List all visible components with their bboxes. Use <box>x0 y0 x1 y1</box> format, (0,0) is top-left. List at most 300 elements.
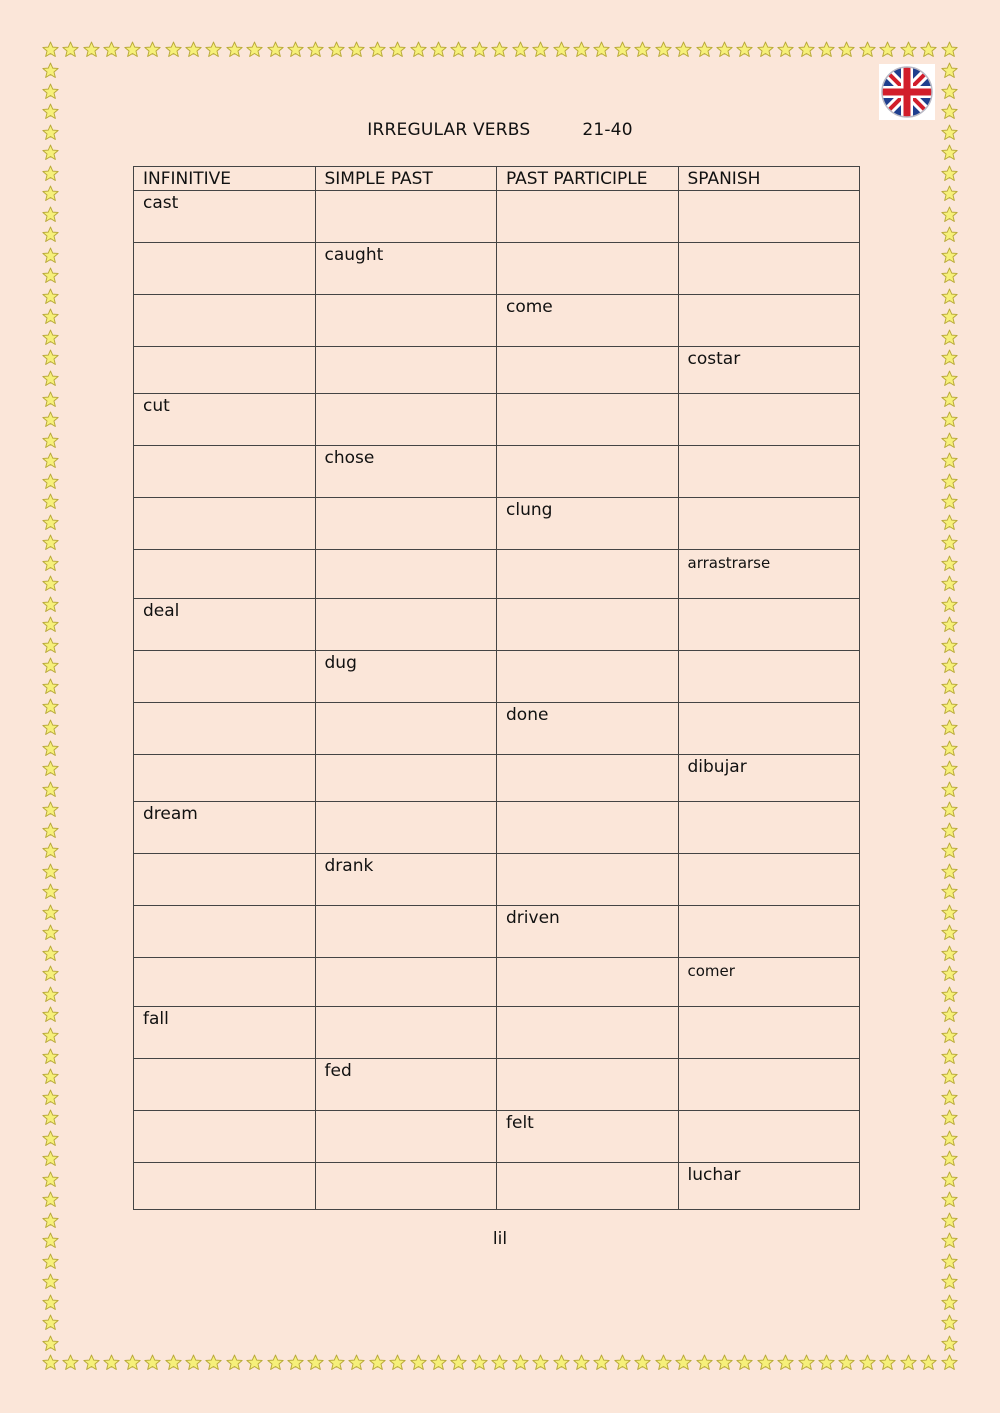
star-icon <box>879 41 896 58</box>
cell-past-participle[interactable] <box>497 599 679 651</box>
star-icon <box>42 1130 59 1147</box>
star-icon <box>941 678 958 695</box>
irregular-verbs-table <box>133 166 860 1210</box>
star-icon <box>328 1354 345 1371</box>
star-icon <box>450 1354 467 1371</box>
star-icon <box>42 678 59 695</box>
cell-past-participle[interactable] <box>497 550 679 599</box>
star-icon <box>757 41 774 58</box>
cell-spanish[interactable] <box>678 854 860 906</box>
cell-infinitive[interactable] <box>134 1059 316 1111</box>
star-icon <box>941 144 958 161</box>
star-icon <box>941 924 958 941</box>
cell-infinitive: dream <box>134 802 316 854</box>
table-row <box>134 243 860 295</box>
star-icon <box>42 432 59 449</box>
star-icon <box>42 616 59 633</box>
star-icon <box>941 329 958 346</box>
star-icon <box>941 904 958 921</box>
cell-spanish[interactable] <box>678 1007 860 1059</box>
star-icon <box>941 965 958 982</box>
cell-simple-past[interactable] <box>315 347 497 394</box>
star-icon <box>42 349 59 366</box>
star-icon <box>389 1354 406 1371</box>
table-row <box>134 1163 860 1210</box>
cell-past-participle[interactable] <box>497 1007 679 1059</box>
star-icon <box>798 41 815 58</box>
cell-simple-past: chose <box>315 446 497 498</box>
star-icon <box>941 83 958 100</box>
cell-infinitive[interactable] <box>134 906 316 958</box>
cell-infinitive[interactable] <box>134 854 316 906</box>
star-icon <box>42 740 59 757</box>
cell-spanish[interactable] <box>678 295 860 347</box>
star-icon <box>573 41 590 58</box>
star-icon <box>42 1335 59 1352</box>
star-icon <box>348 41 365 58</box>
table-row <box>134 550 860 599</box>
star-icon <box>777 1354 794 1371</box>
star-icon <box>941 1191 958 1208</box>
cell-infinitive[interactable] <box>134 446 316 498</box>
cell-simple-past: drank <box>315 854 497 906</box>
star-icon <box>205 1354 222 1371</box>
cell-simple-past[interactable] <box>315 550 497 599</box>
star-icon <box>941 165 958 182</box>
star-icon <box>267 41 284 58</box>
star-icon <box>144 41 161 58</box>
cell-spanish[interactable] <box>678 651 860 703</box>
star-icon <box>941 842 958 859</box>
star-icon <box>42 781 59 798</box>
star-icon <box>941 1150 958 1167</box>
cell-spanish[interactable] <box>678 599 860 651</box>
star-icon <box>696 41 713 58</box>
cell-simple-past[interactable] <box>315 703 497 755</box>
star-icon <box>941 432 958 449</box>
star-icon <box>42 965 59 982</box>
star-icon <box>42 945 59 962</box>
star-icon <box>62 41 79 58</box>
table-row <box>134 498 860 550</box>
star-icon <box>553 1354 570 1371</box>
cell-past-participle[interactable] <box>497 394 679 446</box>
table-row <box>134 703 860 755</box>
star-icon <box>900 1354 917 1371</box>
cell-past-participle: done <box>497 703 679 755</box>
cell-past-participle: driven <box>497 906 679 958</box>
cell-simple-past: dug <box>315 651 497 703</box>
star-icon <box>614 1354 631 1371</box>
star-icon <box>941 1253 958 1270</box>
star-icon <box>941 616 958 633</box>
table-row <box>134 1059 860 1111</box>
cell-infinitive[interactable] <box>134 958 316 1007</box>
star-icon <box>83 1354 100 1371</box>
star-icon <box>410 1354 427 1371</box>
star-icon <box>42 1253 59 1270</box>
star-icon <box>818 41 835 58</box>
star-icon <box>42 924 59 941</box>
star-icon <box>42 144 59 161</box>
cell-infinitive[interactable] <box>134 347 316 394</box>
star-icon <box>246 41 263 58</box>
star-icon <box>941 247 958 264</box>
star-icon <box>165 1354 182 1371</box>
star-icon <box>42 1314 59 1331</box>
star-icon <box>42 514 59 531</box>
star-icon <box>941 1130 958 1147</box>
star-icon <box>42 247 59 264</box>
star-icon <box>42 657 59 674</box>
star-icon <box>42 226 59 243</box>
star-icon <box>42 1068 59 1085</box>
star-icon <box>941 185 958 202</box>
table-body <box>134 191 860 1210</box>
star-icon <box>205 41 222 58</box>
star-icon <box>941 760 958 777</box>
star-icon <box>42 370 59 387</box>
star-icon <box>859 41 876 58</box>
star-icon <box>593 41 610 58</box>
cell-spanish: comer <box>678 958 860 1007</box>
cell-spanish[interactable] <box>678 1111 860 1163</box>
star-icon <box>42 165 59 182</box>
star-icon <box>42 719 59 736</box>
star-icon <box>42 575 59 592</box>
star-icon <box>941 534 958 551</box>
star-icon <box>941 41 958 58</box>
cell-past-participle: come <box>497 295 679 347</box>
table-row <box>134 599 860 651</box>
cell-spanish[interactable] <box>678 191 860 243</box>
star-icon <box>941 1294 958 1311</box>
table-row <box>134 446 860 498</box>
cell-simple-past[interactable] <box>315 802 497 854</box>
star-icon <box>103 1354 120 1371</box>
star-icon <box>42 1006 59 1023</box>
star-icon <box>757 1354 774 1371</box>
star-icon <box>941 62 958 79</box>
star-icon <box>42 822 59 839</box>
star-icon <box>941 206 958 223</box>
cell-infinitive[interactable] <box>134 755 316 802</box>
cell-spanish[interactable] <box>678 703 860 755</box>
cell-infinitive: cast <box>134 191 316 243</box>
star-icon <box>42 1354 59 1371</box>
star-icon <box>42 842 59 859</box>
cell-spanish: costar <box>678 347 860 394</box>
star-icon <box>307 1354 324 1371</box>
cell-past-participle[interactable] <box>497 755 679 802</box>
cell-spanish: arrastrarse <box>678 550 860 599</box>
star-icon <box>226 1354 243 1371</box>
star-icon <box>879 1354 896 1371</box>
star-icon <box>941 986 958 1003</box>
cell-infinitive[interactable] <box>134 243 316 295</box>
star-icon <box>124 41 141 58</box>
star-icon <box>42 41 59 58</box>
star-icon <box>941 822 958 839</box>
star-icon <box>42 473 59 490</box>
cell-past-participle[interactable] <box>497 802 679 854</box>
star-icon <box>42 637 59 654</box>
star-icon <box>941 391 958 408</box>
table-row <box>134 755 860 802</box>
page-title <box>0 120 1000 144</box>
cell-spanish[interactable] <box>678 906 860 958</box>
footer-note: lil <box>492 1229 508 1249</box>
star-icon <box>941 349 958 366</box>
uk-flag-icon <box>879 64 935 120</box>
star-icon <box>655 41 672 58</box>
star-icon <box>941 370 958 387</box>
star-icon <box>941 103 958 120</box>
cell-simple-past[interactable] <box>315 906 497 958</box>
star-icon <box>941 1006 958 1023</box>
star-icon <box>941 1314 958 1331</box>
star-icon <box>42 1089 59 1106</box>
table-row <box>134 191 860 243</box>
star-icon <box>287 1354 304 1371</box>
star-icon <box>389 41 406 58</box>
star-icon <box>410 41 427 58</box>
star-border-bottom <box>42 1352 958 1372</box>
star-icon <box>42 185 59 202</box>
table-row <box>134 651 860 703</box>
star-icon <box>941 308 958 325</box>
star-icon <box>450 41 467 58</box>
star-icon <box>941 1171 958 1188</box>
star-icon <box>736 1354 753 1371</box>
header-simple-past: SIMPLE PAST <box>315 167 497 191</box>
star-icon <box>941 514 958 531</box>
star-icon <box>614 41 631 58</box>
star-icon <box>42 1027 59 1044</box>
star-icon <box>655 1354 672 1371</box>
table-row <box>134 1007 860 1059</box>
star-icon <box>42 391 59 408</box>
table-row <box>134 347 860 394</box>
cell-infinitive[interactable] <box>134 651 316 703</box>
star-icon <box>838 41 855 58</box>
cell-past-participle[interactable] <box>497 243 679 295</box>
star-icon <box>42 1150 59 1167</box>
star-icon <box>42 555 59 572</box>
star-icon <box>941 1068 958 1085</box>
star-icon <box>42 83 59 100</box>
cell-simple-past[interactable] <box>315 498 497 550</box>
star-icon <box>83 41 100 58</box>
star-icon <box>532 41 549 58</box>
star-icon <box>348 1354 365 1371</box>
table-row <box>134 394 860 446</box>
star-icon <box>696 1354 713 1371</box>
worksheet-title: IRREGULAR VERBS <box>367 120 531 140</box>
cell-spanish[interactable] <box>678 446 860 498</box>
star-icon <box>328 41 345 58</box>
star-icon <box>941 719 958 736</box>
cell-simple-past: fed <box>315 1059 497 1111</box>
star-icon <box>941 945 958 962</box>
star-icon <box>42 1109 59 1126</box>
table-row <box>134 854 860 906</box>
star-icon <box>941 493 958 510</box>
cell-spanish[interactable] <box>678 802 860 854</box>
star-icon <box>144 1354 161 1371</box>
star-icon <box>124 1354 141 1371</box>
star-icon <box>920 41 937 58</box>
star-icon <box>941 1335 958 1352</box>
star-icon <box>246 1354 263 1371</box>
cell-spanish[interactable] <box>678 394 860 446</box>
star-icon <box>941 698 958 715</box>
cell-past-participle[interactable] <box>497 1059 679 1111</box>
star-icon <box>675 1354 692 1371</box>
star-icon <box>430 1354 447 1371</box>
cell-infinitive: deal <box>134 599 316 651</box>
table-row <box>134 295 860 347</box>
table-row <box>134 1111 860 1163</box>
star-icon <box>226 41 243 58</box>
cell-infinitive: fall <box>134 1007 316 1059</box>
star-icon <box>491 1354 508 1371</box>
star-icon <box>42 596 59 613</box>
cell-spanish: dibujar <box>678 755 860 802</box>
star-icon <box>42 1273 59 1290</box>
cell-past-participle: felt <box>497 1111 679 1163</box>
star-icon <box>941 473 958 490</box>
cell-simple-past[interactable] <box>315 295 497 347</box>
star-icon <box>593 1354 610 1371</box>
star-border-top <box>42 39 958 59</box>
cell-spanish: luchar <box>678 1163 860 1210</box>
cell-past-participle[interactable] <box>497 347 679 394</box>
header-spanish: SPANISH <box>678 167 860 191</box>
star-icon <box>941 1027 958 1044</box>
star-border-right <box>939 62 959 1352</box>
star-icon <box>941 411 958 428</box>
star-icon <box>941 863 958 880</box>
star-icon <box>42 1212 59 1229</box>
cell-infinitive: cut <box>134 394 316 446</box>
cell-simple-past[interactable] <box>315 958 497 1007</box>
cell-past-participle[interactable] <box>497 651 679 703</box>
cell-simple-past[interactable] <box>315 394 497 446</box>
cell-infinitive[interactable] <box>134 1111 316 1163</box>
star-icon <box>42 411 59 428</box>
cell-simple-past: caught <box>315 243 497 295</box>
star-icon <box>42 760 59 777</box>
star-icon <box>941 226 958 243</box>
star-icon <box>818 1354 835 1371</box>
star-icon <box>42 62 59 79</box>
star-icon <box>941 883 958 900</box>
cell-past-participle[interactable] <box>497 958 679 1007</box>
cell-spanish[interactable] <box>678 1059 860 1111</box>
star-icon <box>42 206 59 223</box>
star-icon <box>941 575 958 592</box>
star-icon <box>42 329 59 346</box>
star-icon <box>267 1354 284 1371</box>
star-icon <box>42 883 59 900</box>
star-icon <box>491 41 508 58</box>
star-icon <box>512 41 529 58</box>
star-icon <box>42 534 59 551</box>
star-icon <box>634 41 651 58</box>
cell-spanish[interactable] <box>678 498 860 550</box>
star-icon <box>42 308 59 325</box>
cell-simple-past[interactable] <box>315 191 497 243</box>
star-icon <box>941 781 958 798</box>
star-icon <box>471 41 488 58</box>
star-icon <box>675 41 692 58</box>
cell-spanish[interactable] <box>678 243 860 295</box>
star-icon <box>42 1191 59 1208</box>
cell-simple-past[interactable] <box>315 1111 497 1163</box>
cell-infinitive[interactable] <box>134 550 316 599</box>
cell-infinitive[interactable] <box>134 703 316 755</box>
cell-past-participle[interactable] <box>497 446 679 498</box>
cell-infinitive[interactable] <box>134 1163 316 1210</box>
cell-past-participle[interactable] <box>497 1163 679 1210</box>
star-icon <box>941 1354 958 1371</box>
table-row <box>134 906 860 958</box>
star-icon <box>941 657 958 674</box>
star-icon <box>941 288 958 305</box>
star-icon <box>941 1273 958 1290</box>
cell-infinitive[interactable] <box>134 498 316 550</box>
star-icon <box>185 41 202 58</box>
table-row <box>134 802 860 854</box>
star-icon <box>736 41 753 58</box>
star-icon <box>369 1354 386 1371</box>
star-icon <box>42 1294 59 1311</box>
cell-simple-past[interactable] <box>315 1163 497 1210</box>
star-icon <box>369 41 386 58</box>
star-icon <box>941 267 958 284</box>
star-icon <box>42 267 59 284</box>
cell-infinitive[interactable] <box>134 295 316 347</box>
star-icon <box>716 1354 733 1371</box>
star-icon <box>42 801 59 818</box>
star-icon <box>42 288 59 305</box>
star-icon <box>634 1354 651 1371</box>
star-icon <box>42 698 59 715</box>
star-icon <box>42 986 59 1003</box>
star-icon <box>920 1354 937 1371</box>
star-icon <box>859 1354 876 1371</box>
star-icon <box>941 1212 958 1229</box>
star-icon <box>941 1089 958 1106</box>
cell-past-participle[interactable] <box>497 854 679 906</box>
star-icon <box>777 41 794 58</box>
header-past-participle: PAST PARTICIPLE <box>497 167 679 191</box>
cell-past-participle[interactable] <box>497 191 679 243</box>
star-icon <box>941 555 958 572</box>
header-infinitive: INFINITIVE <box>134 167 316 191</box>
cell-simple-past[interactable] <box>315 599 497 651</box>
star-icon <box>103 41 120 58</box>
star-border-left <box>40 62 60 1352</box>
star-icon <box>185 1354 202 1371</box>
star-icon <box>42 103 59 120</box>
star-icon <box>941 801 958 818</box>
cell-simple-past[interactable] <box>315 755 497 802</box>
star-icon <box>941 1048 958 1065</box>
cell-simple-past[interactable] <box>315 1007 497 1059</box>
star-icon <box>716 41 733 58</box>
